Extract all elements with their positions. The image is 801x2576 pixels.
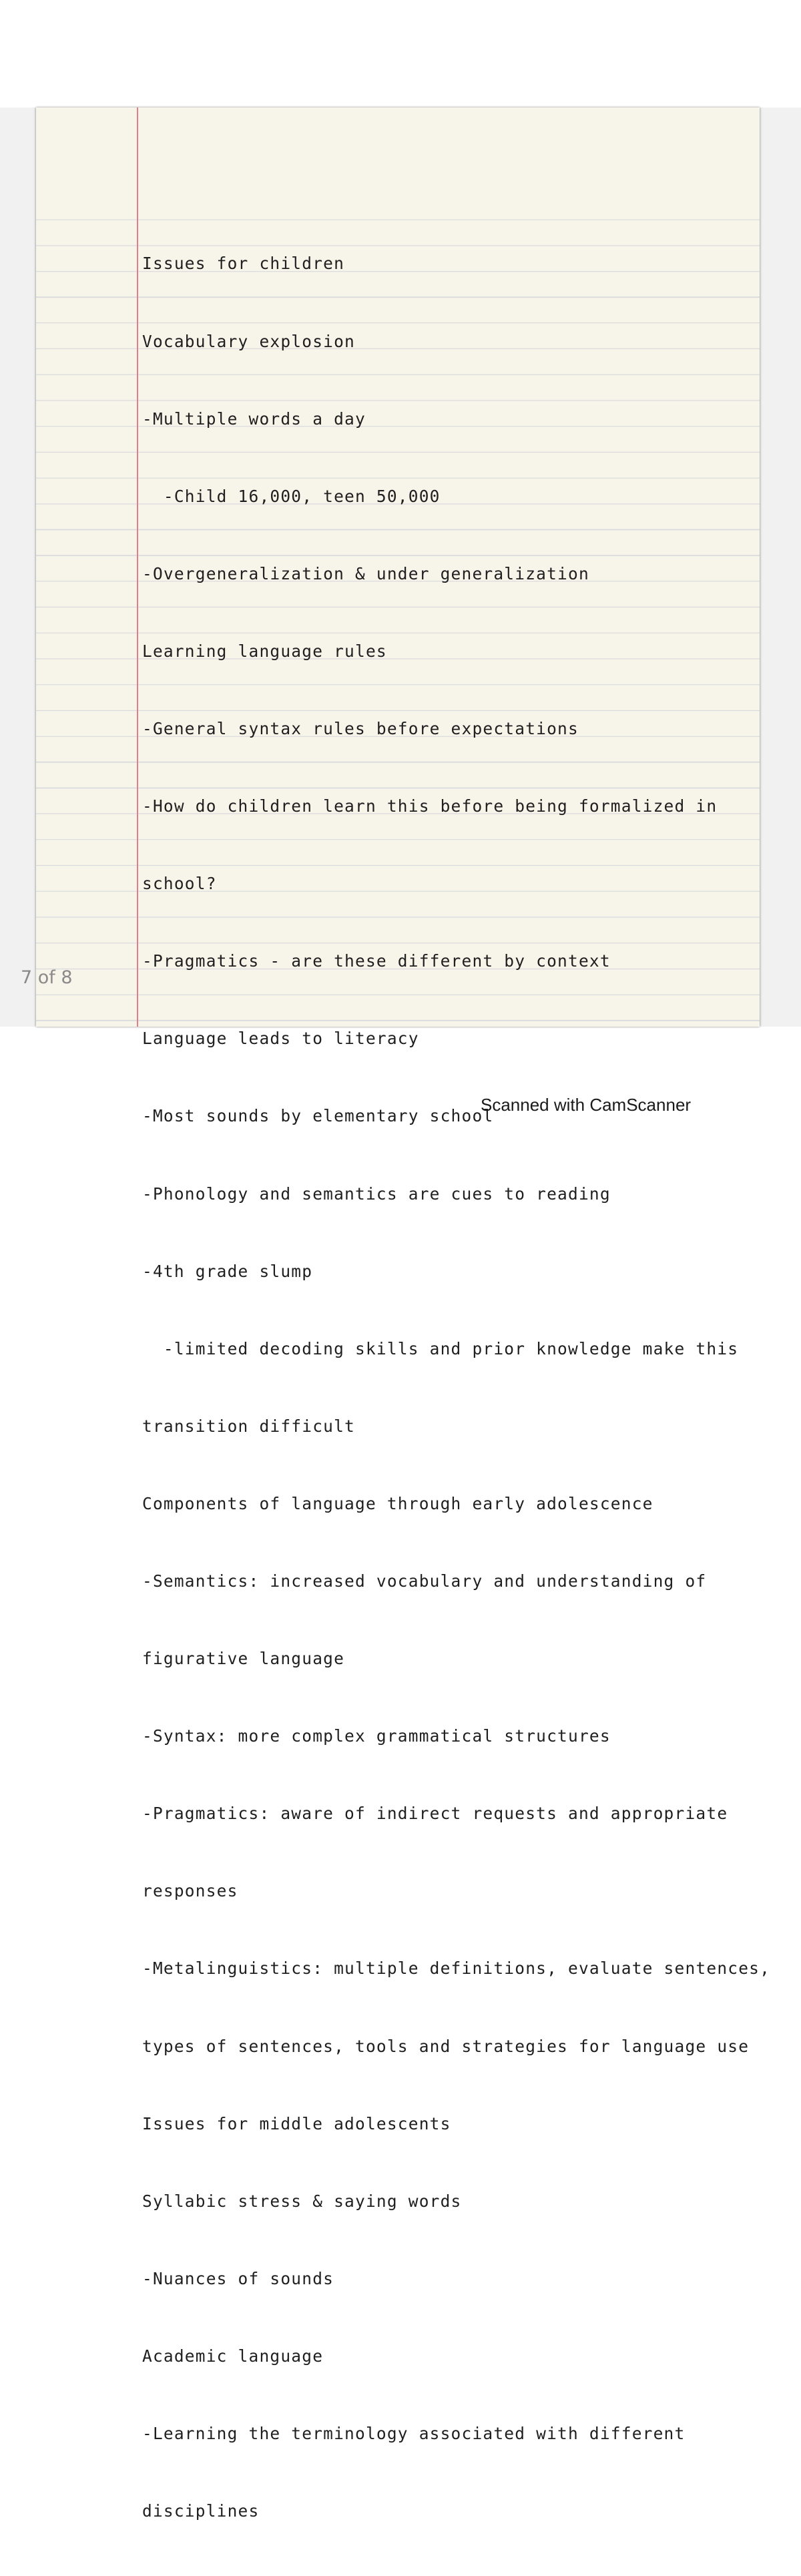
note-line: -Nuances of sounds: [142, 2268, 334, 2288]
note-line: Learning language rules: [142, 641, 387, 661]
note-line: -Overgeneralization & under generalization: [142, 563, 589, 583]
note-line: transition difficult: [142, 1416, 356, 1436]
note-line: -Child 16,000, teen 50,000: [142, 486, 441, 506]
note-line: -Most sounds by elementary school: [142, 1106, 494, 1126]
note-line: Issues for children: [142, 254, 345, 274]
note-line: -General syntax rules before expectations: [142, 718, 579, 738]
note-line: Syllabic stress & saying words: [142, 2191, 462, 2211]
red-margin-line: [137, 107, 138, 1027]
note-line: responses: [142, 1881, 238, 1901]
note-line: -How do children learn this before being formalized in: [142, 796, 718, 816]
page-indicator: 7 of 8: [21, 967, 73, 988]
note-line: -Syntax: more complex grammatical structures: [142, 1726, 611, 1746]
note-line: Language leads to literacy: [142, 1029, 419, 1049]
note-line: -Phonology and semantics are cues to reading: [142, 1184, 611, 1204]
note-line: types of sentences, tools and strategies for language use: [142, 2036, 750, 2056]
handwritten-notes: [142, 200, 771, 2576]
note-line: figurative language: [142, 1649, 345, 1669]
note-line: Academic language: [142, 2346, 324, 2366]
note-line: -limited decoding skills and prior knowledge make this: [142, 1338, 739, 1358]
note-line: -Metalinguistics: multiple definitions, evaluate sentences,: [142, 1959, 771, 1979]
note-line: disciplines: [142, 2501, 260, 2521]
note-line: Components of language through early adolescence: [142, 1493, 653, 1513]
note-line: -Pragmatics: aware of indirect requests and appropriate: [142, 1804, 728, 1824]
scanner-watermark: Scanned with CamScanner: [481, 1095, 692, 1115]
note-line: -Semantics: increased vocabulary and understanding of: [142, 1571, 707, 1591]
note-line: -Pragmatics - are these different by context: [142, 951, 611, 971]
note-line: -Multiple words a day: [142, 409, 366, 429]
note-line: -4th grade slump: [142, 1261, 313, 1281]
note-line: Issues for middle adolescents: [142, 2113, 451, 2133]
note-line: -Learning the terminology associated with different: [142, 2424, 686, 2444]
note-line: school?: [142, 874, 217, 894]
paper-header-area: [36, 107, 760, 194]
note-line: Vocabulary explosion: [142, 331, 356, 351]
